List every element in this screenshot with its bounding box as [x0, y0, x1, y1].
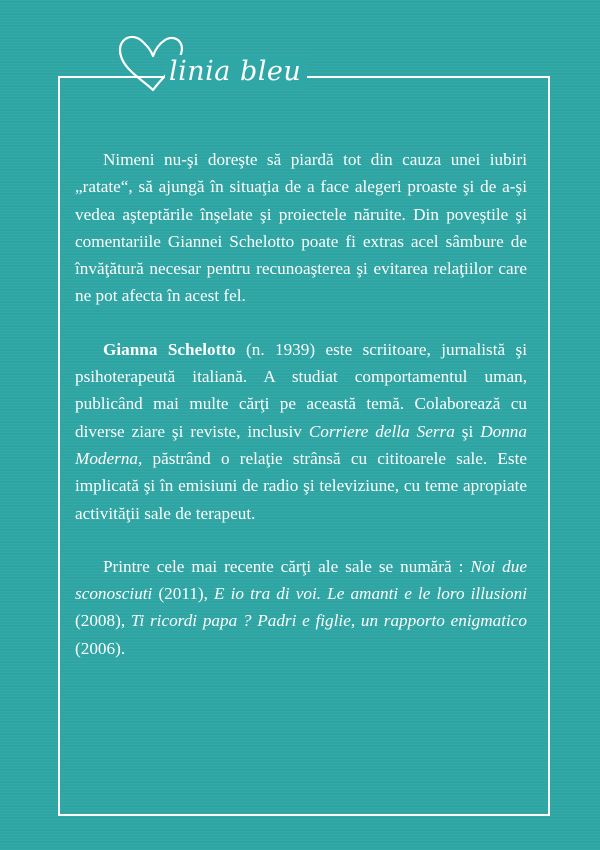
book-title-1: Noi due sconosciuti	[75, 556, 527, 604]
books-paragraph	[75, 553, 527, 662]
bio-text-2: şi	[454, 421, 481, 441]
back-cover-text	[75, 146, 527, 662]
magazine-title-1: Corriere della Serra	[308, 421, 455, 441]
book-year-2: (2008),	[75, 611, 131, 631]
magazine-title-2: Donna Moderna,	[75, 421, 527, 468]
books-intro: Printre cele mai recente cărţi ale sale se numără :	[103, 556, 471, 576]
bio-text-3: păstrând o relaţie strânsă cu cititoarele sale. Este implicată şi în emisiuni de radio şi televiziune, cu teme apropiate activităţii sale de terapeut.	[75, 448, 527, 523]
bio-text-1: (n. 1939) este scriitoare, jurnalistă şi psihoterapeută italiană. A studiat comportamentul uman, publicând mai multe cărţi pe această temă. Colaborează cu diverse ziare şi reviste, inclusiv	[75, 339, 527, 441]
book-year-3: (2006).	[75, 638, 126, 658]
author-name: Gianna Schelotto	[103, 339, 236, 359]
book-year-1: (2011),	[152, 584, 215, 604]
book-title-3: Ti ricordi papa ? Padri e figlie, un rapporto enigmatico	[130, 611, 527, 631]
brand-logo-text: linia bleu	[165, 55, 307, 89]
author-bio-paragraph	[75, 336, 527, 527]
description-paragraph: Nimeni nu-şi doreşte să piardă tot din cauza unei iubiri „ratate“, să ajungă în situaţia de a face alegeri proaste şi de a-şi vedea aşteptările înşelate şi proiectele năruite. Din poveştile şi comentariile Giannei Schelotto poate fi extras acel sâmbure de învăţătură necesar pentru recunoaşterea şi evitarea relaţiilor care ne pot afecta în acest fel.	[75, 150, 527, 306]
book-title-2: E io tra di voi. Le amanti e le loro illusioni	[214, 584, 528, 604]
